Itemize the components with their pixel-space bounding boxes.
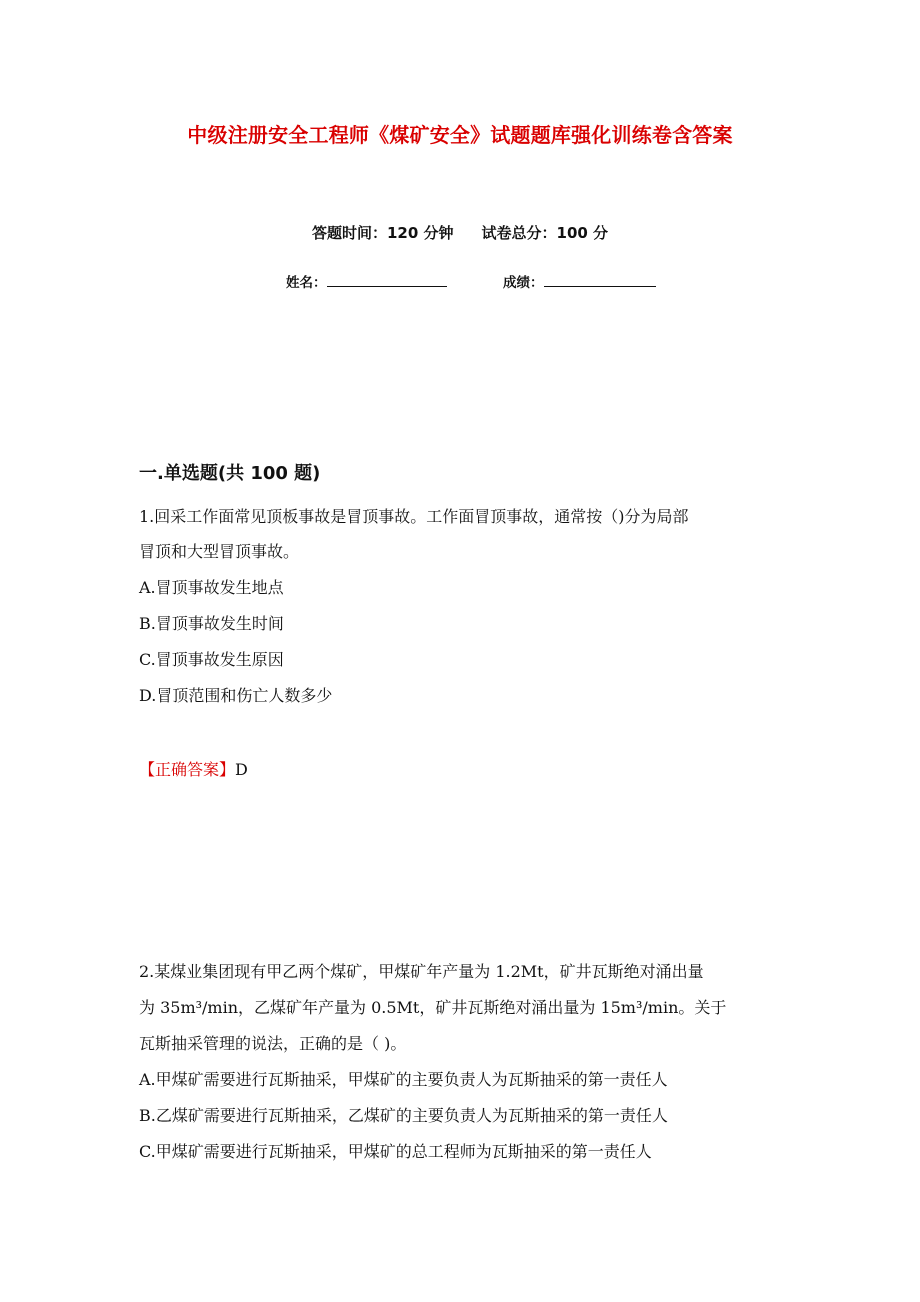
exam-time: 答题时间：120 分钟	[311, 224, 454, 242]
name-blank-line	[327, 274, 447, 287]
question-2-option-a: A.甲煤矿需要进行瓦斯抽采，甲煤矿的主要负责人为瓦斯抽采的第一责任人	[139, 1070, 668, 1089]
name-field	[286, 271, 447, 291]
question-2-stem-line-3: 瓦斯抽采管理的说法，正确的是（ )。	[139, 1034, 407, 1053]
score-field	[503, 271, 656, 291]
question-1-option-c: C.冒顶事故发生原因	[139, 650, 284, 669]
question-1-answer	[139, 760, 248, 780]
score-label: 成绩：	[503, 275, 544, 291]
question-2-option-b: B.乙煤矿需要进行瓦斯抽采，乙煤矿的主要负责人为瓦斯抽采的第一责任人	[139, 1106, 668, 1125]
exam-meta	[0, 222, 920, 243]
document-title: 中级注册安全工程师《煤矿安全》试题题库强化训练卷含答案	[187, 123, 733, 147]
question-2-stem-line-1: 2.某煤业集团现有甲乙两个煤矿，甲煤矿年产量为 1.2Mt，矿井瓦斯绝对涌出量	[139, 962, 704, 981]
question-1-option-a: A.冒顶事故发生地点	[139, 578, 284, 597]
total-score: 试卷总分：100 分	[481, 224, 609, 242]
question-1-option-d: D.冒顶范围和伤亡人数多少	[139, 686, 333, 705]
question-2-stem-line-2: 为 35m³/min，乙煤矿年产量为 0.5Mt，矿井瓦斯绝对涌出量为 15m³/min。关于	[139, 998, 727, 1017]
answer-label: 【正确答案】	[139, 760, 236, 779]
section-title: 一.单选题(共 100 题)	[139, 463, 321, 484]
answer-value: D	[235, 760, 248, 779]
question-1-option-b: B.冒顶事故发生时间	[139, 614, 284, 633]
score-blank-line	[544, 274, 656, 287]
question-1-stem-line-1: 1.回采工作面常见顶板事故是冒顶事故。工作面冒顶事故，通常按（)分为局部	[139, 507, 689, 526]
question-1-stem-line-2: 冒顶和大型冒顶事故。	[139, 542, 300, 561]
name-label: 姓名：	[286, 275, 327, 291]
question-2-option-c: C.甲煤矿需要进行瓦斯抽采，甲煤矿的总工程师为瓦斯抽采的第一责任人	[139, 1142, 652, 1161]
